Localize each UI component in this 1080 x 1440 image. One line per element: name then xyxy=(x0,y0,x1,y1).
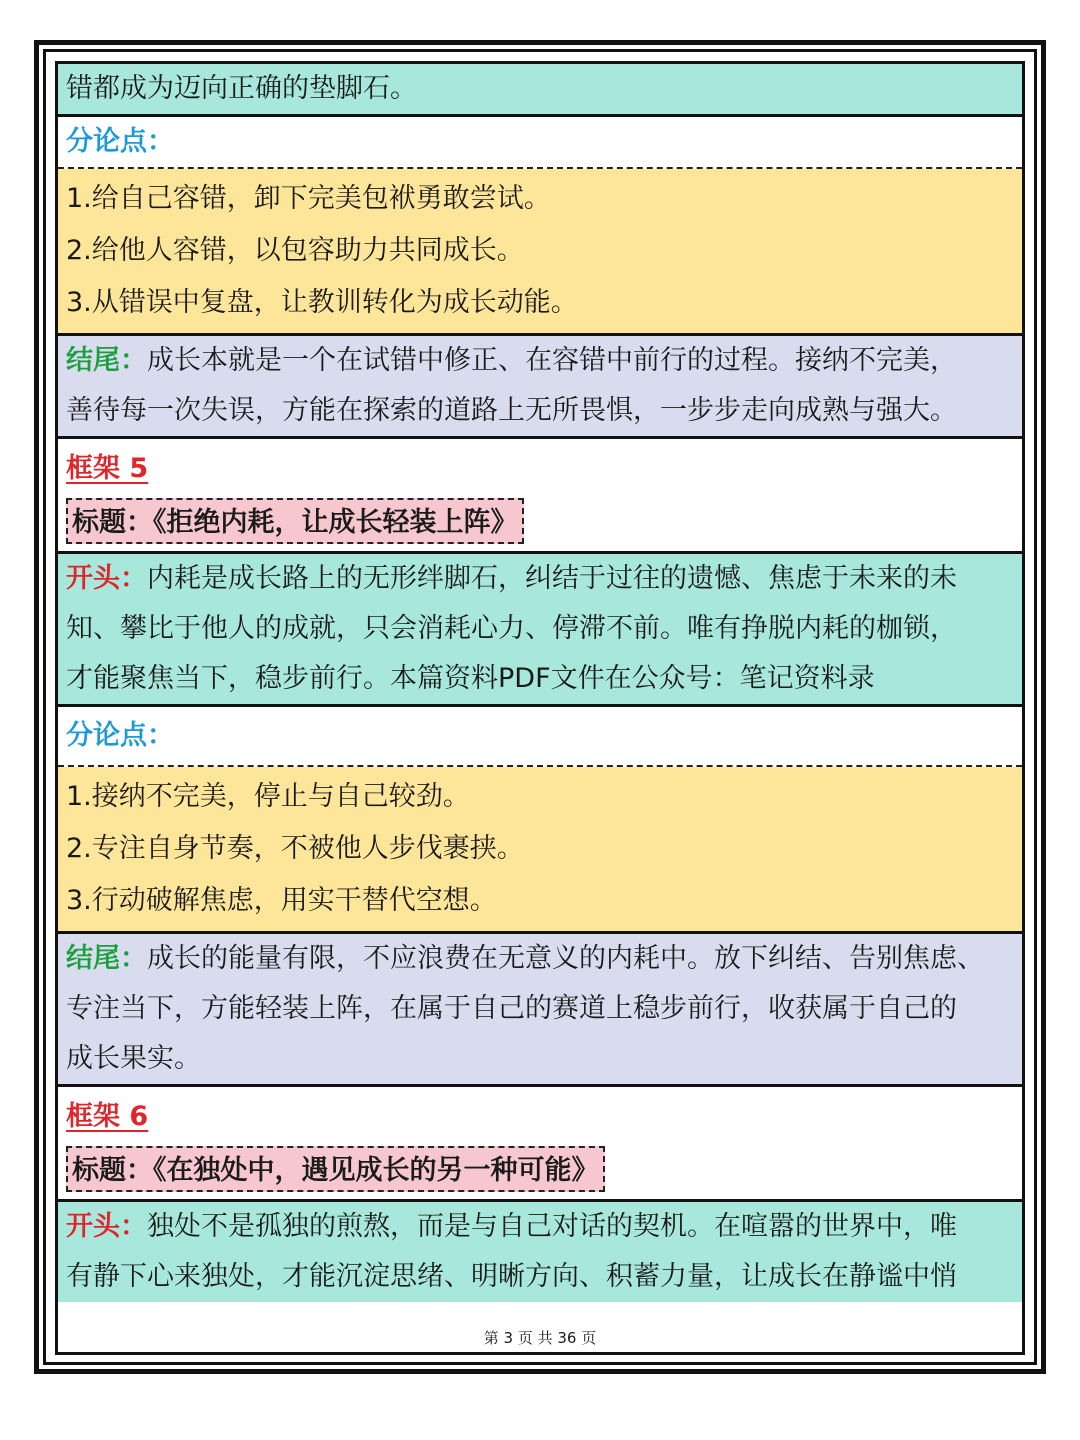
section6-frame-label: 框架 6 xyxy=(66,1101,149,1132)
section5-ending-line-3: 成长果实。 xyxy=(66,1043,201,1074)
section5-opening-line-1: 内耗是成长路上的无形绊脚石，纠结于过往的遗憾、焦虑于未来的未 xyxy=(147,563,957,594)
section5-point-1: 1.接纳不完美，停止与自己较劲。 xyxy=(66,781,470,812)
section5-ending-block xyxy=(58,934,1022,1087)
section5-title: 标题：《拒绝内耗，让成长轻装上阵》 xyxy=(66,498,524,544)
section5-ending-line-1: 成长的能量有限，不应浪费在无意义的内耗中。放下纠结、告别焦虑、 xyxy=(147,943,984,974)
section5-points-label: 分论点： xyxy=(66,720,174,751)
page-content-frame xyxy=(55,61,1025,1355)
section5-opening-line-2: 知、攀比于他人的成就，只会消耗心力、停滞不前。唯有挣脱内耗的枷锁， xyxy=(66,613,957,644)
section6-opening-label: 开头： xyxy=(66,1211,147,1242)
section4-points-header xyxy=(58,117,1022,169)
document-content xyxy=(58,64,1022,1302)
section6-opening-block xyxy=(58,1202,1022,1302)
section6-title: 标题：《在独处中，遇见成长的另一种可能》 xyxy=(66,1146,605,1192)
page-footer: 第 3 页 共 36 页 xyxy=(58,1324,1022,1352)
section4-point-2: 2.给他人容错，以包容助力共同成长。 xyxy=(66,235,524,266)
section4-ending-label: 结尾： xyxy=(66,345,147,376)
section5-opening-block xyxy=(58,554,1022,707)
section5-points-block xyxy=(58,767,1022,934)
continuation-block xyxy=(58,64,1022,117)
section5-frame-label: 框架 5 xyxy=(66,453,149,484)
section4-points-label: 分论点： xyxy=(66,126,174,157)
section6-header xyxy=(58,1087,1022,1202)
continuation-text: 错都成为迈向正确的垫脚石。 xyxy=(66,73,417,104)
section5-ending-line-2: 专注当下，方能轻装上阵，在属于自己的赛道上稳步前行，收获属于自己的 xyxy=(66,993,957,1024)
section4-points-block xyxy=(58,169,1022,336)
section5-points-header xyxy=(58,707,1022,767)
section6-opening-line-2: 有静下心来独处，才能沉淀思绪、明晰方向、积蓄力量，让成长在静谧中悄 xyxy=(66,1261,957,1292)
section5-point-2: 2.专注自身节奏，不被他人步伐裹挟。 xyxy=(66,833,524,864)
section5-opening-line-3: 才能聚焦当下，稳步前行。本篇资料PDF文件在公众号：笔记资料录 xyxy=(66,663,875,694)
section4-ending-line-1: 成长本就是一个在试错中修正、在容错中前行的过程。接纳不完美， xyxy=(147,345,957,376)
section4-point-1: 1.给自己容错，卸下完美包袱勇敢尝试。 xyxy=(66,183,551,214)
section4-point-3: 3.从错误中复盘，让教训转化为成长动能。 xyxy=(66,287,578,318)
section4-ending-block xyxy=(58,336,1022,439)
section6-opening-line-1: 独处不是孤独的煎熬，而是与自己对话的契机。在喧嚣的世界中，唯 xyxy=(147,1211,957,1242)
section5-point-3: 3.行动破解焦虑，用实干替代空想。 xyxy=(66,885,497,916)
section5-header xyxy=(58,439,1022,554)
section4-ending-line-2: 善待每一次失误，方能在探索的道路上无所畏惧，一步步走向成熟与强大。 xyxy=(66,395,957,426)
section5-ending-label: 结尾： xyxy=(66,943,147,974)
section5-opening-label: 开头： xyxy=(66,563,147,594)
